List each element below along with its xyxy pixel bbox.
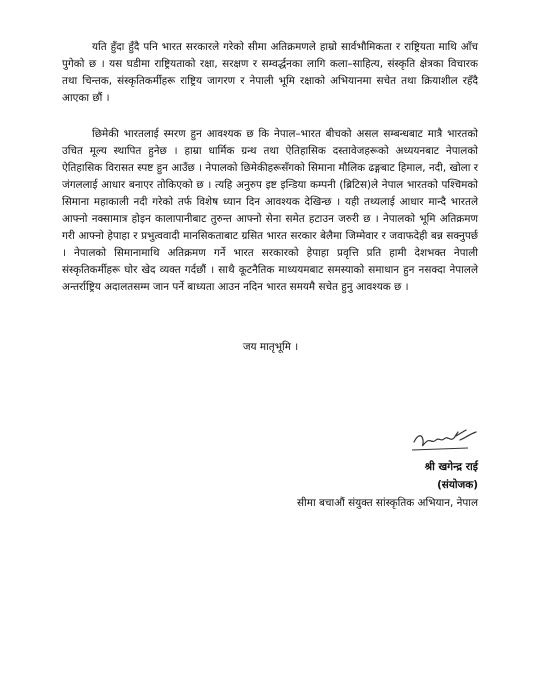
signatory-role: (संयोजक) xyxy=(437,479,478,491)
paragraph-2-text: छिमेकी भारतलाई स्मरण हुन आवश्यक छ कि नेपाल–भारत बीचको असल सम्बन्धबाट मात्रै भारतको उचित मूल्य स्थापित हुनेछ । हाम्रा धार्मिक ग्रन्थ तथा ऐतिहासिक दस्तावेजहरूको अध्ययनबाट नेपालको ऐतिहासिक विरासत स्पष्ट हुन आउँछ । नेपालको छिमेकीहरूसँगको सिमाना मौलिक ढङ्गबाट हिमाल, नदी, खोला र जंगललाई आधार बनाएर तोकिएको छ । त्यहि अनुरुप इष्ट इन्डिया कम्पनी (ब्रिटिस)ले नेपाल भारतको पश्चिमको सिमाना महाकाली नदी गरेको तर्फ विशेष ध्यान दिन आवश्यक देखिन्छ । यही तथ्यलाई आधार मान्दै भारतले आफ्नो नक्सामात्र होइन कालापानीबाट तुरुन्त आफ्नो सेना समेत हटाउन जरुरी छ । नेपालको भूमि अतिक्रमण गरी आफ्नो हेपाहा र प्रभुत्ववादी मानसिकताबाट ग्रसित भारत सरकार बेलैमा जिम्मेवार र जवाफदेही बन्न सक्नुपर्छ । नेपालको सिमानामाथि अतिक्रमण गर्ने भारत सरकारको हेपाहा प्रवृत्ति प्रति हामी देशभक्त नेपाली संस्कृतिकर्मीहरू घोर खेद व्यक्त गर्दछौं । साथै कूटनैतिक माध्ययमबाट समस्याको समाधान हुन नसक्दा नेपालले अन्तर्राष्ट्रिय अदालतसम्म जान पर्ने बाध्यता आउन नदिन भारत समयमै सचेत हुनु आवश्यक छ । xyxy=(62,128,478,293)
paragraph-1 xyxy=(62,39,478,107)
signatory-organization: सीमा बचाऔं संयुक्त सांस्कृतिक अभियान, नेपाल xyxy=(297,497,478,509)
handwritten-signature xyxy=(410,420,480,460)
closing-salutation: जय मातृभूमि । xyxy=(242,341,299,353)
signatory-name: श्री खगेन्द्र राई xyxy=(424,461,478,473)
paragraph-2 xyxy=(62,126,478,296)
paragraph-1-text: यति हुँदा हुँदै पनि भारत सरकारले गरेको सीमा अतिक्रमणले हाम्रो सार्वभौमिकता र राष्ट्रियता माथि आँच पुगेको छ । यस घडीमा राष्ट्रियताको रक्षा, सरक्षण र सम्वर्द्धनका लागि कला–साहित्य, संस्कृति क्षेत्रका विचारक तथा चिन्तक, संस्कृतिकर्मीहरू राष्ट्रिय जागरण र नेपाली भूमि रक्षाको अभियानमा सचेत तथा क्रियाशील रहँदै आएका छौं । xyxy=(62,41,478,104)
